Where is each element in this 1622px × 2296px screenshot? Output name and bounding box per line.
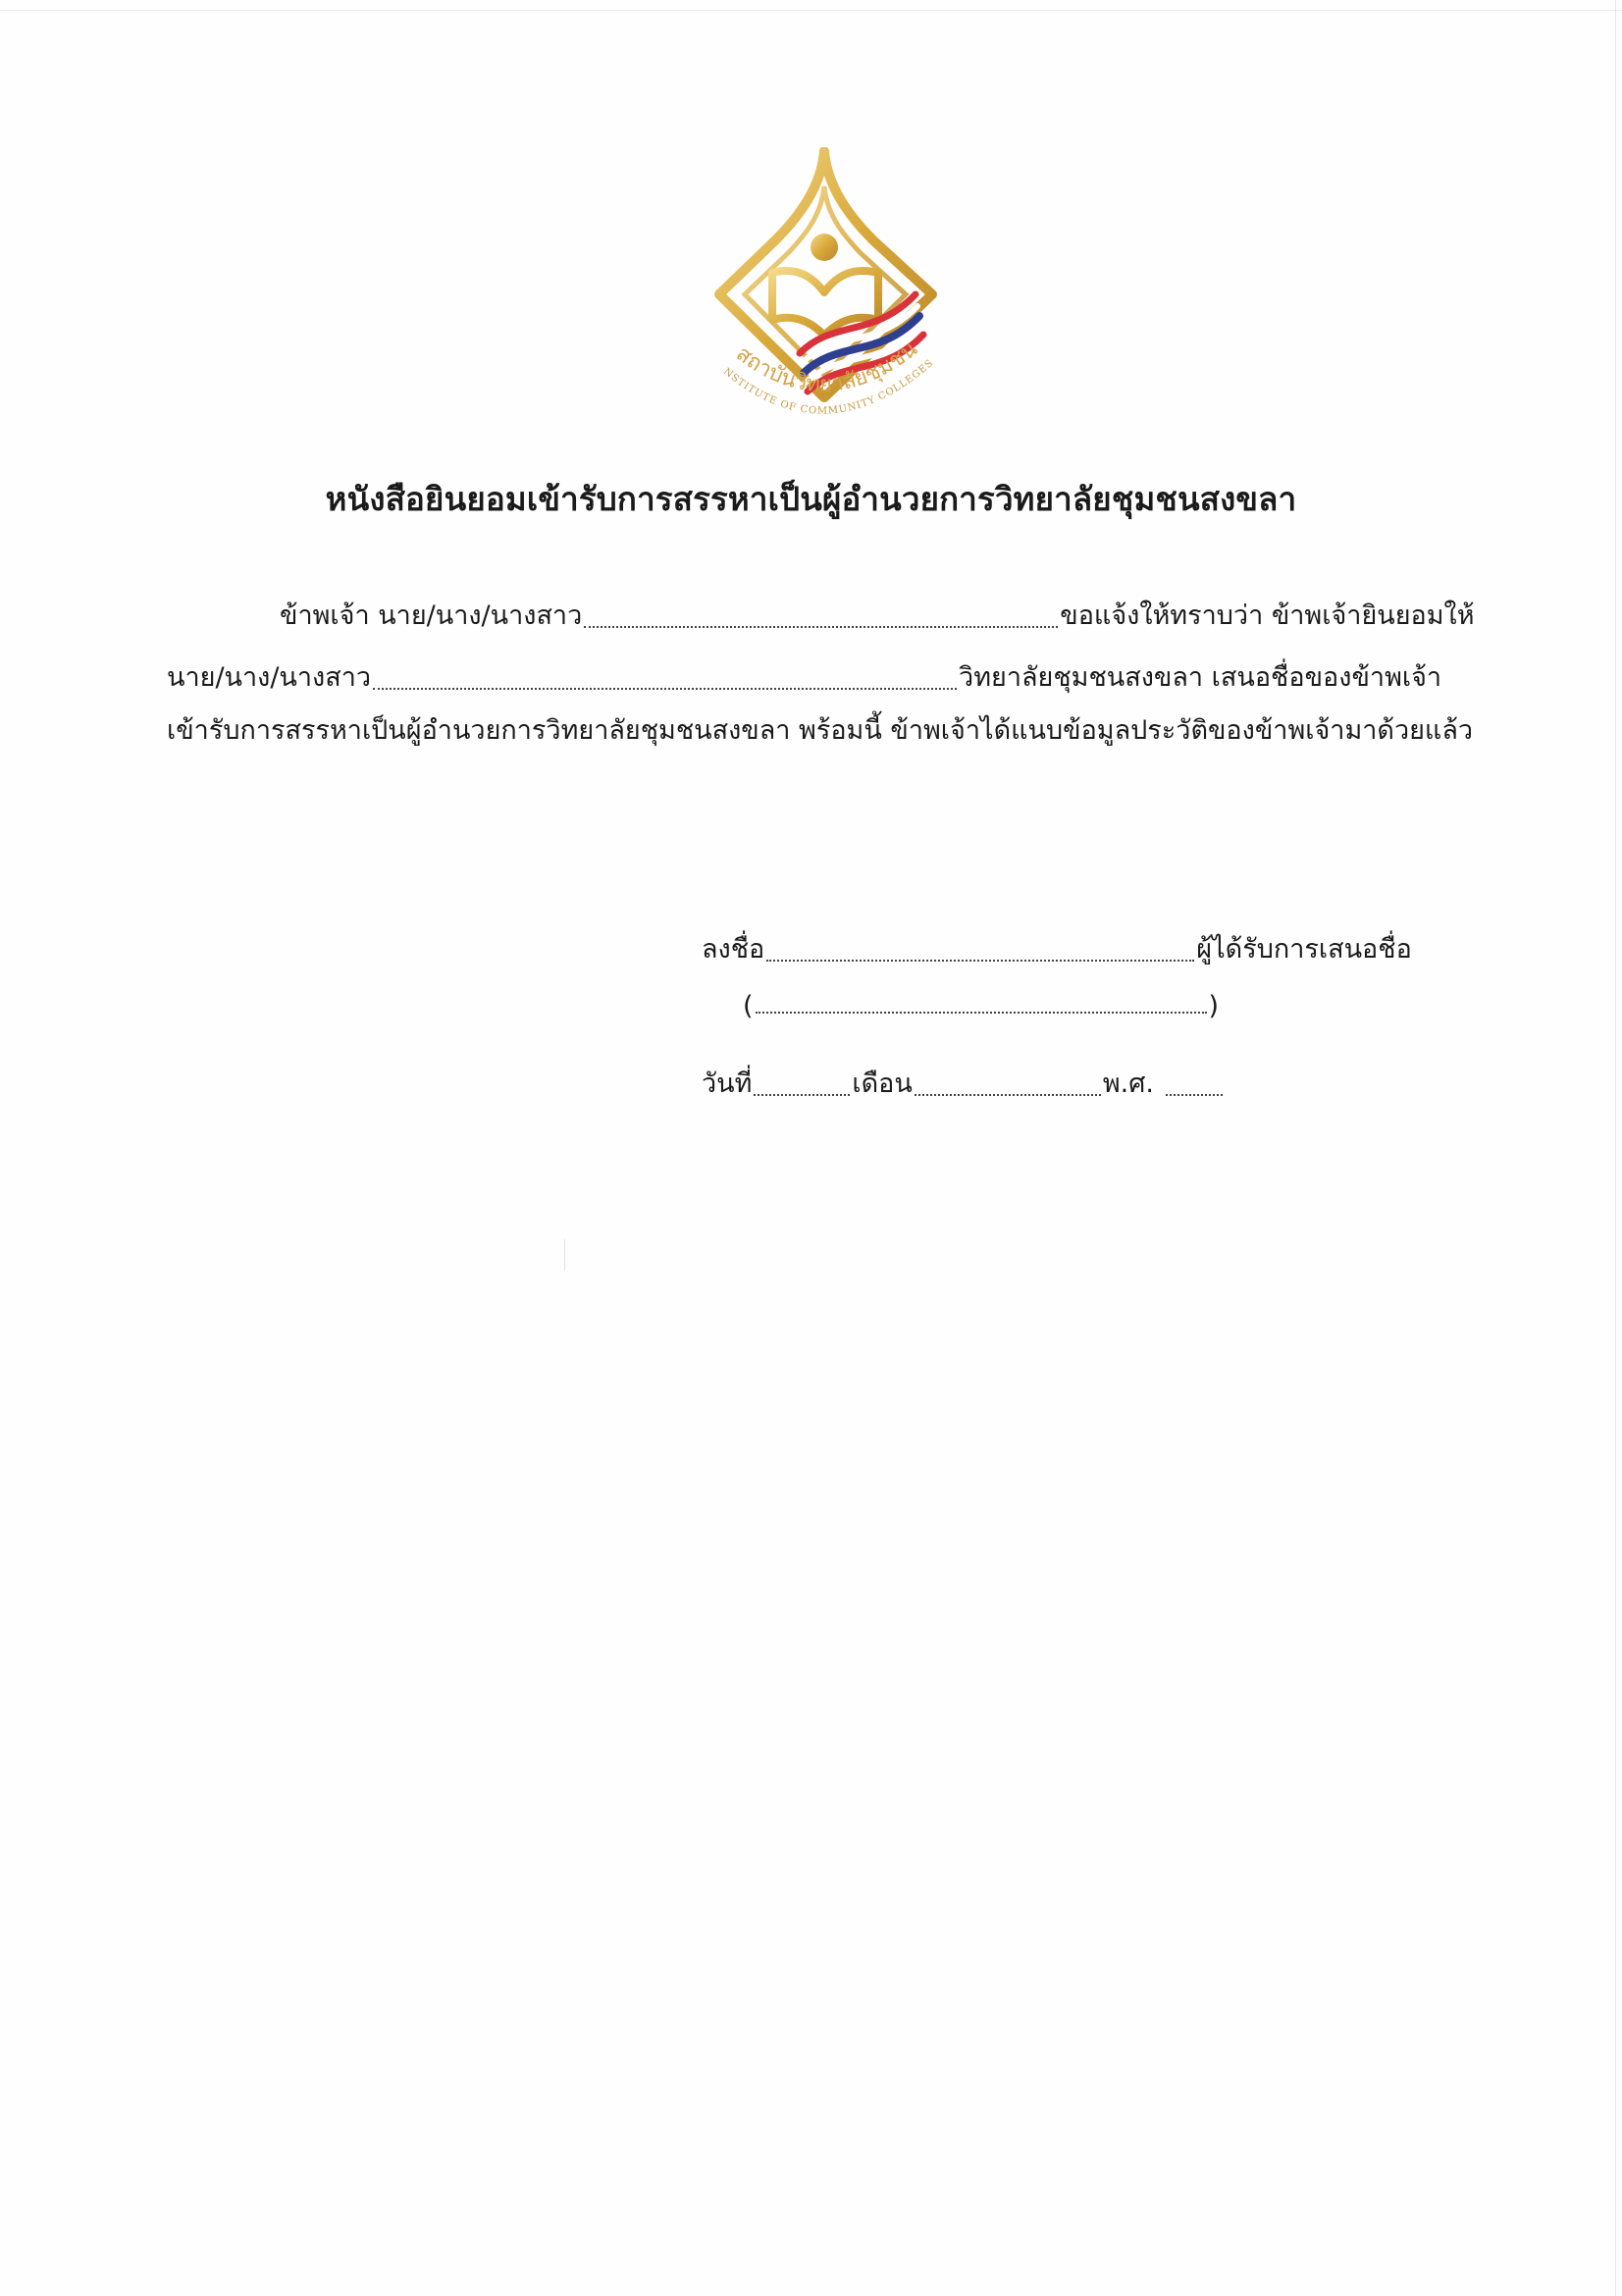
month-label: เดือน <box>852 1069 913 1099</box>
paren-close: ) <box>1208 991 1220 1021</box>
scan-edge-top <box>0 10 1622 11</box>
year-label: พ.ศ. <box>1102 1069 1154 1099</box>
line3-text: เข้ารับการสรรหาเป็นผู้อำนวยการวิทยาลัยชุมชนสงขลา พร้อมนี้ ข้าพเจ้าได้แนบข้อมูลประวัติของข้าพเจ้ามาด้วยแล้ว <box>167 715 1474 746</box>
logo-english-text: NSTITUTE OF COMMUNITY COLLEGES <box>721 357 936 417</box>
line1-end-text: ขอแจ้งให้ทราบว่า ข้าพเจ้ายินยอมให้ <box>1060 600 1475 631</box>
printed-name-fill-line[interactable] <box>756 1011 1207 1014</box>
logo-emblem-icon <box>702 147 967 432</box>
day-fill-line[interactable] <box>754 1093 850 1096</box>
paragraph-line-2 <box>167 655 1441 698</box>
name-fill-line-2[interactable] <box>373 687 957 690</box>
name-fill-line-1[interactable] <box>584 625 1058 628</box>
date-line <box>702 1062 1225 1104</box>
institute-logo <box>702 147 967 432</box>
document-title: หนังสือยินยอมเข้ารับการสรรหาเป็นผู้อำนวยการวิทยาลัยชุมชนสงขลา <box>325 480 1297 518</box>
month-fill-line[interactable] <box>915 1093 1101 1096</box>
printed-name-line <box>743 991 1219 1021</box>
scan-edge-right <box>1615 0 1616 2296</box>
logo-thai-text: สถาบันวิทยาลัยชุมชน <box>731 337 922 397</box>
sign-suffix: ผู้ได้รับการเสนอชื่อ <box>1196 934 1412 965</box>
line1-start-text: ข้าพเจ้า นาย/นาง/นางสาว <box>280 600 583 631</box>
paren-open: ( <box>743 991 754 1021</box>
scan-mark <box>564 1239 565 1271</box>
sign-label: ลงชื่อ <box>702 934 765 965</box>
signature-fill-line[interactable] <box>766 959 1194 962</box>
paragraph-line-3 <box>167 708 1473 751</box>
date-label: วันที่ <box>702 1069 753 1099</box>
year-fill-line[interactable] <box>1166 1093 1223 1096</box>
line2-end-text: วิทยาลัยชุมชนสงขลา เสนอชื่อของข้าพเจ้า <box>959 662 1442 693</box>
paragraph-line-1 <box>280 594 1475 636</box>
line2-start-text: นาย/นาง/นางสาว <box>167 662 372 693</box>
signature-line <box>702 927 1412 969</box>
